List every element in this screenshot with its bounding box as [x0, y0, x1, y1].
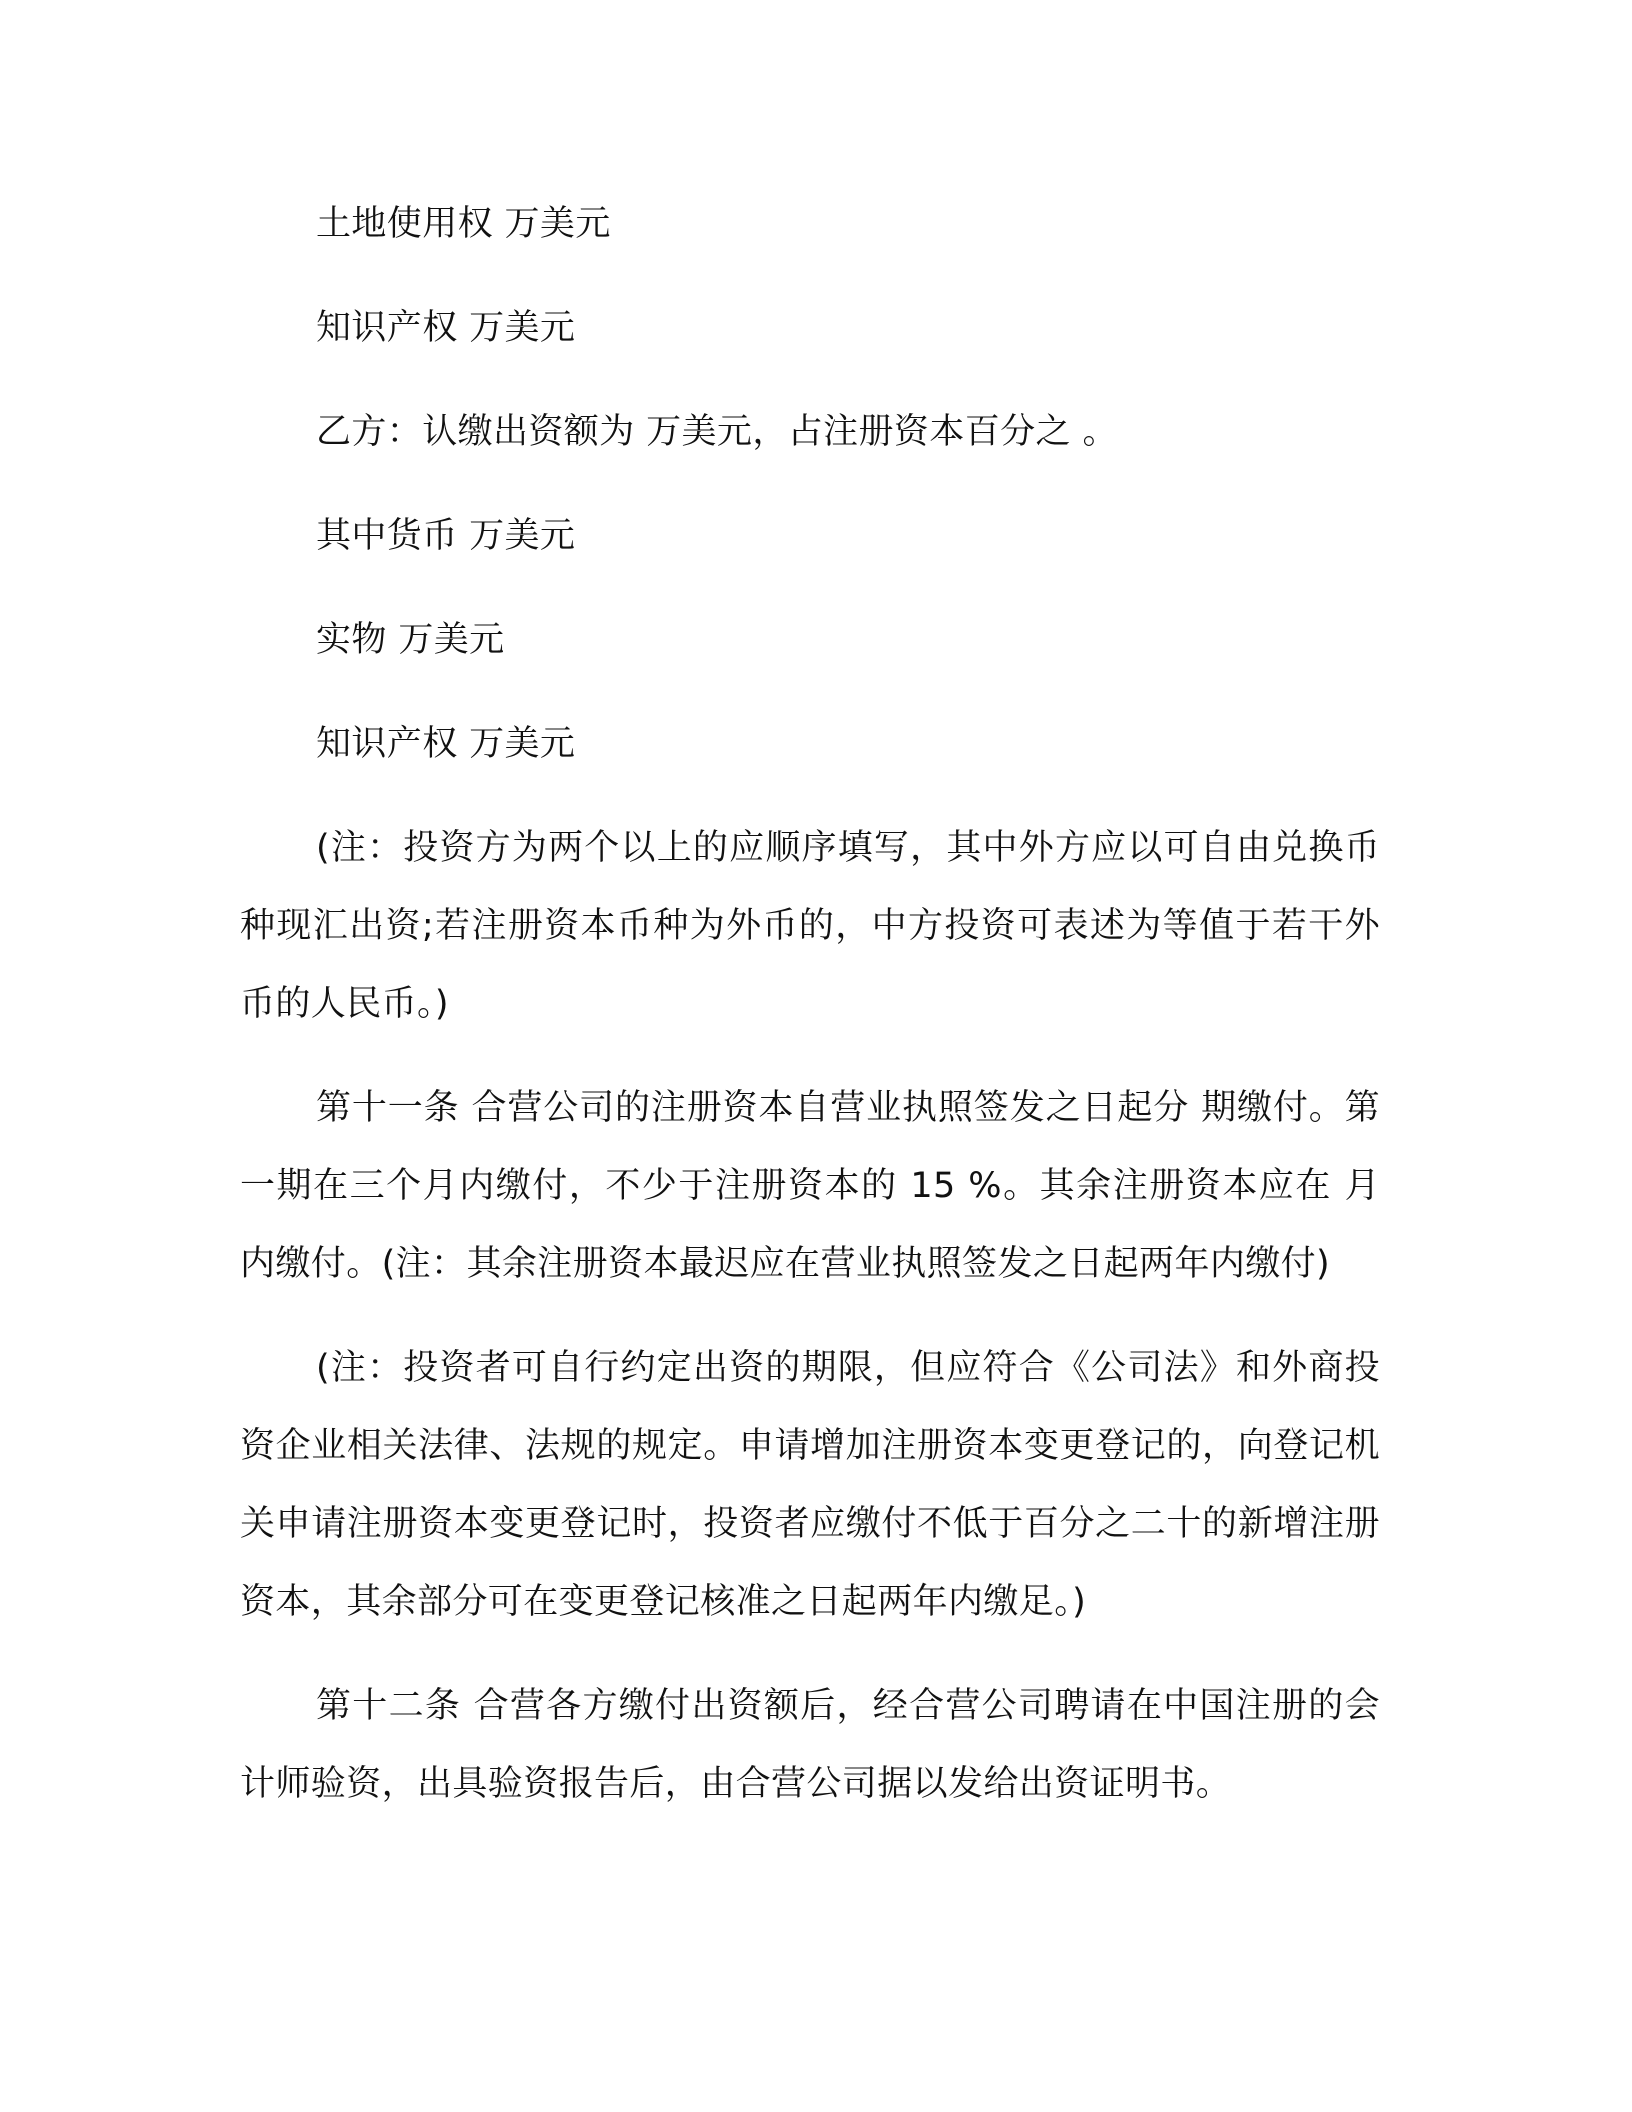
paragraph-party-b-capital: 乙方：认缴出资额为 万美元，占注册资本百分之 。: [316, 412, 1118, 452]
paragraph-article-11: 第十一条 合营公司的注册资本自营业执照签发之日起分 期缴付。第一期在三个月内缴付，不少于注册资本的 15 %。其余注册资本应在 月内缴付。(注：其余注册资本最迟应在营业执照签发之日起两年内缴付): [240, 1088, 1380, 1284]
paragraph-intellectual-property-b: 知识产权 万美元: [316, 724, 576, 764]
paragraph-land-use-right: 土地使用权 万美元: [316, 204, 611, 244]
paragraph-note-capital-term: (注：投资者可自行约定出资的期限，但应符合《公司法》和外商投资企业相关法律、法规的规定。申请增加注册资本变更登记的，向登记机关申请注册资本变更登记时，投资者应缴付不低于百分之二十的新增注册资本，其余部分可在变更登记核准之日起两年内缴足。): [240, 1348, 1380, 1622]
paragraph-currency: 其中货币 万美元: [316, 516, 576, 556]
paragraph-article-12: 第十二条 合营各方缴付出资额后，经合营公司聘请在中国注册的会计师验资，出具验资报告后，由合营公司据以发给出资证明书。: [240, 1686, 1380, 1804]
paragraph-note-investors: (注：投资方为两个以上的应顺序填写，其中外方应以可自由兑换币种现汇出资;若注册资本币种为外币的，中方投资可表述为等值于若干外币的人民币。): [240, 828, 1380, 1024]
document-body: [240, 185, 1380, 1849]
paragraph-in-kind: 实物 万美元: [316, 620, 505, 660]
paragraph-intellectual-property-a: 知识产权 万美元: [316, 308, 576, 348]
